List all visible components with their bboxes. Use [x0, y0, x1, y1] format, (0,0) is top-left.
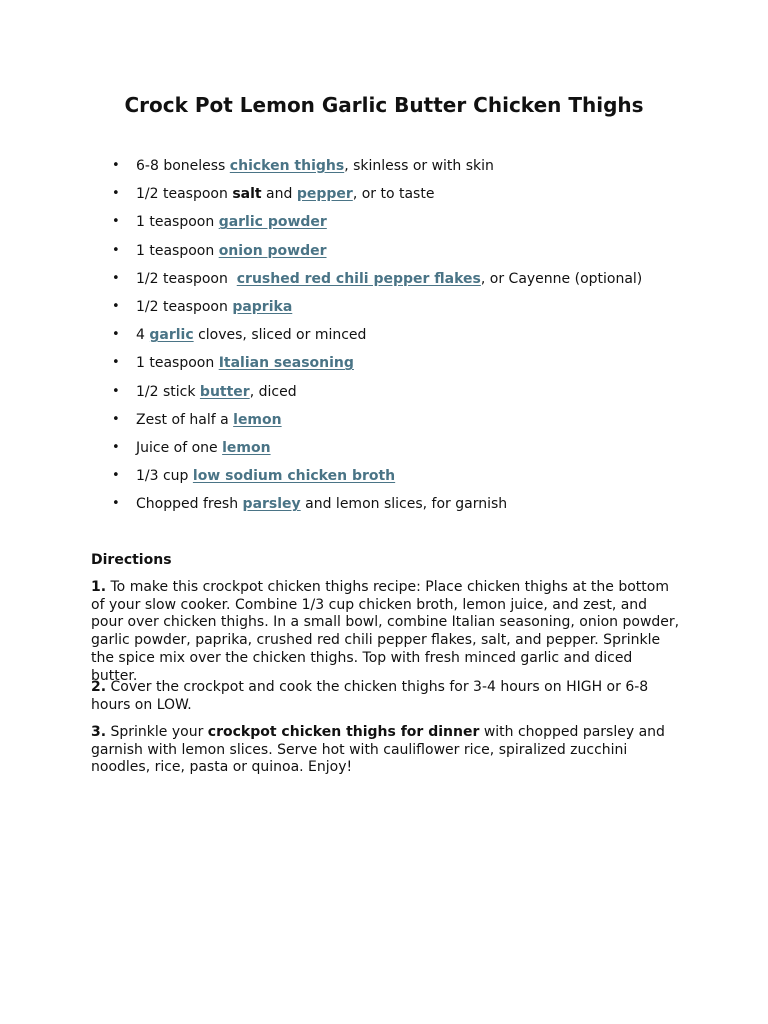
step-number: 1. [91, 579, 107, 595]
ingredient-link-parsley[interactable]: parsley [242, 496, 301, 513]
direction-step-2 [91, 679, 681, 714]
ingredient-item [0, 434, 768, 462]
ingredients-list [0, 152, 768, 518]
ingredient-link-pepper[interactable]: pepper [296, 186, 353, 203]
step-text: Sprinkle your [106, 724, 208, 740]
step-text: To make this crockpot chicken thighs recipe: Place chicken thighs at the bottom of your slow cooker. Combine 1/3 cup chicken broth, lemon juice, and zest, and pour over chicken thighs. In a small bowl, combine Italian seasoning, onion powder, garlic powder, paprika, crushed red chili pepper flakes, salt, and pepper. Sprinkle the spice mix over the chicken thighs. Top with fresh minced garlic and diced butter. [91, 579, 680, 684]
ingredient-item [0, 490, 768, 518]
ingredient-link-garlic[interactable]: garlic [149, 327, 194, 344]
ingredient-text: , diced [249, 383, 297, 400]
ingredient-text: cloves, sliced or minced [193, 327, 367, 344]
ingredient-item [0, 208, 768, 236]
ingredient-item [0, 378, 768, 406]
ingredient-item [0, 152, 768, 180]
directions-heading: Directions [91, 552, 172, 568]
ingredient-link-butter[interactable]: butter [199, 383, 250, 400]
ingredient-text: , or Cayenne (optional) [480, 270, 643, 287]
ingredient-item [0, 180, 768, 208]
ingredient-text: 1/2 stick [136, 383, 200, 400]
ingredient-text: 1 teaspoon [136, 242, 219, 259]
ingredient-text: 1 teaspoon [136, 214, 219, 231]
ingredient-link-chicken-thighs[interactable]: chicken thighs [229, 158, 345, 174]
ingredient-link-chicken-broth[interactable]: low sodium chicken broth [192, 468, 396, 485]
ingredient-link-lemon-juice[interactable]: lemon [222, 439, 271, 456]
ingredient-link-chili-flakes[interactable]: crushed red chili pepper flakes [236, 270, 481, 287]
ingredient-item [0, 321, 768, 349]
step-text: with chopped parsley and garnish with lemon slices. Serve hot with cauliflower rice, spiralized zucchini noodles, rice, pasta or quinoa. Enjoy! [91, 724, 665, 776]
ingredient-item [0, 265, 768, 293]
ingredient-text: 1/3 cup [136, 468, 193, 485]
ingredient-text: 4 [136, 327, 150, 344]
ingredient-link-paprika[interactable]: paprika [232, 298, 293, 315]
ingredient-text: and lemon slices, for garnish [300, 496, 508, 513]
ingredient-item [0, 237, 768, 265]
ingredient-text: 1/2 teaspoon [136, 298, 233, 315]
ingredient-text: Juice of one [136, 439, 223, 456]
ingredient-text: 1 teaspoon [136, 355, 219, 372]
step-bold-text: crockpot chicken thighs for dinner [207, 724, 480, 740]
step-number: 3. [91, 724, 107, 740]
ingredient-text: and [261, 186, 297, 203]
ingredient-text: 1/2 teaspoon [136, 270, 237, 287]
ingredient-item [0, 406, 768, 434]
direction-step-1 [91, 579, 681, 685]
ingredient-text: 6-8 boneless [136, 158, 230, 174]
step-text: Cover the crockpot and cook the chicken thighs for 3-4 hours on HIGH or 6-8 hours on LOW. [91, 679, 649, 713]
ingredient-item [0, 462, 768, 490]
ingredient-text: , skinless or with skin [344, 158, 494, 174]
ingredient-text: , or to taste [352, 186, 435, 203]
ingredient-bold-salt: salt [232, 186, 262, 203]
ingredient-link-garlic-powder[interactable]: garlic powder [218, 214, 327, 231]
step-number: 2. [91, 679, 107, 695]
recipe-title: Crock Pot Lemon Garlic Butter Chicken Thighs [124, 93, 644, 117]
ingredient-link-italian-seasoning[interactable]: Italian seasoning [218, 355, 354, 372]
ingredient-item [0, 293, 768, 321]
ingredient-link-onion-powder[interactable]: onion powder [218, 242, 327, 259]
ingredient-item [0, 349, 768, 377]
ingredient-text: Zest of half a [136, 411, 234, 428]
ingredient-text: 1/2 teaspoon [136, 186, 233, 203]
ingredient-link-lemon-zest[interactable]: lemon [233, 411, 282, 428]
ingredient-text: Chopped fresh [136, 496, 243, 513]
direction-step-3 [91, 724, 681, 777]
